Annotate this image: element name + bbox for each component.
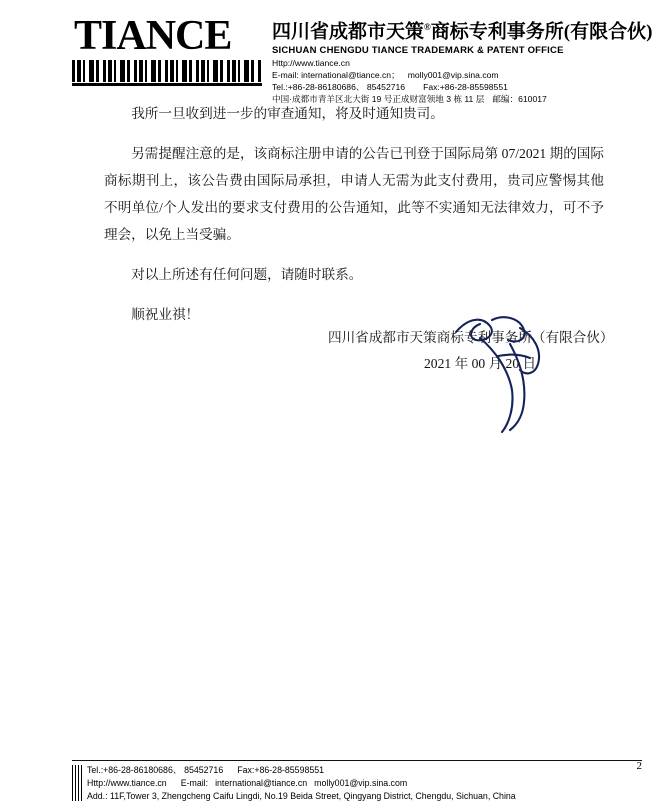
footer-fax: Fax:+86-28-85598551 bbox=[237, 765, 325, 775]
footer-web-email-row bbox=[87, 777, 642, 790]
footer-address-en: Add.: 11F,Tower 3, Zhengcheng Caifu Lingdi, No.19 Beida Street, Qingyang District, Chengdu, Sichuan, China bbox=[87, 791, 516, 801]
company-name-cn-main: 四川省成都市天策 bbox=[272, 21, 425, 43]
footer-email-1: international@tiance.cn bbox=[215, 778, 308, 788]
body-paragraph: 对以上所述有任何问题，请随时联系。 bbox=[131, 267, 363, 282]
signature-date: 2021 年 00 月 20 日 bbox=[424, 356, 537, 371]
footer-content bbox=[72, 760, 642, 803]
company-name-cn-suffix: 商标专利事务所(有限合伙) bbox=[430, 21, 653, 43]
body-paragraph: 顺祝业祺！ bbox=[131, 307, 200, 322]
page-number: 2 bbox=[636, 760, 642, 772]
letterhead-email-2: molly001@vip.sina.com bbox=[407, 70, 499, 81]
letterhead-website: Http://www.tiance.cn bbox=[272, 58, 350, 69]
footer-email-2: molly001@vip.sina.com bbox=[314, 778, 408, 788]
logo-barcode-graphic bbox=[72, 60, 262, 82]
registered-mark-icon: ® bbox=[424, 22, 431, 32]
signature-company-name: 四川省成都市天策商标专利事务所（有限合伙） bbox=[328, 330, 614, 345]
company-logo bbox=[72, 14, 264, 86]
footer-lines bbox=[87, 764, 642, 803]
letterhead-text bbox=[264, 14, 652, 105]
footer-phone-row bbox=[87, 764, 642, 777]
letterhead bbox=[72, 14, 653, 105]
letterhead-phone-row bbox=[272, 81, 652, 93]
postcode-label: 邮编： bbox=[492, 94, 519, 105]
footer-email-label: E-mail: bbox=[180, 778, 209, 788]
footer-barcode-graphic bbox=[72, 765, 82, 801]
footer-divider bbox=[72, 760, 642, 761]
body-paragraph: 我所一旦收到进一步的审查通知，将及时通知贵司。 bbox=[131, 106, 444, 121]
letterhead-address-cn: 中国·成都市青羊区北大街 19 号正成财富领地 3 栋 11 层 bbox=[272, 94, 485, 105]
letterhead-tel: Tel.:+86-28-86180686、 85452716 bbox=[272, 82, 406, 93]
letterhead-email-1: international@tiance.cn； bbox=[301, 70, 400, 81]
body-paragraph: 另需提醒注意的是，该商标注册申请的公告已刊登于国际局第 07/2021 期的国际商标期刊上，该公告费由国际局承担，申请人无需为此支付费用，贵司应警惕其他不明单位/个人发出的要求支付费用的公告通知，此等不实通知无法律效力，可不予理会，以免上当受骗。 bbox=[104, 146, 604, 242]
letter-body bbox=[104, 100, 604, 339]
letterhead-postcode: 610017 bbox=[518, 94, 547, 105]
letterhead-email-row bbox=[272, 69, 652, 81]
company-name-en: SICHUAN CHENGDU TIANCE TRADEMARK & PATENT OFFICE bbox=[272, 45, 564, 57]
logo-wordmark: TIANCE bbox=[74, 14, 232, 58]
page-footer bbox=[72, 760, 642, 803]
signature-block bbox=[328, 325, 614, 377]
logo-underline bbox=[72, 83, 262, 86]
footer-website: Http://www.tiance.cn bbox=[87, 778, 167, 788]
email-label: E-mail: bbox=[272, 70, 299, 81]
letterhead-fax: Fax:+86-28-85598551 bbox=[423, 82, 508, 93]
footer-tel: Tel.:+86-28-86180686、 85452716 bbox=[87, 765, 224, 775]
company-name-cn bbox=[272, 16, 652, 43]
